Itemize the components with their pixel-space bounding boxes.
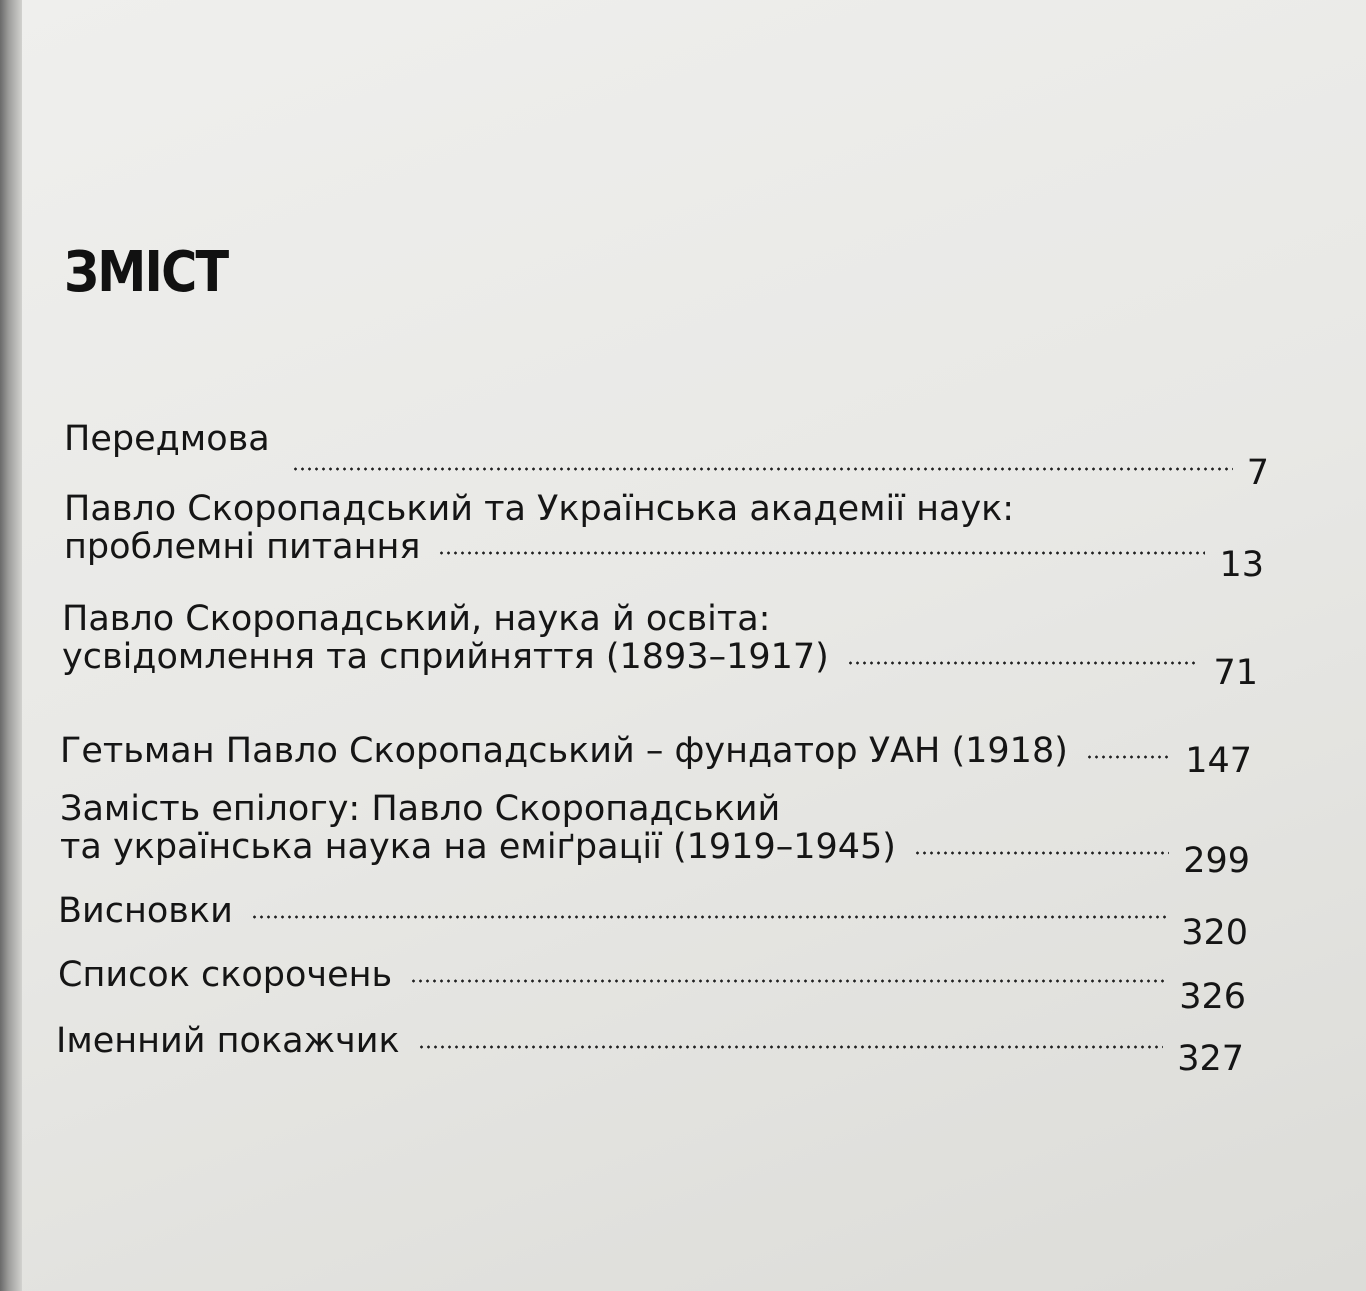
dot-leader <box>292 466 1233 472</box>
dot-leader <box>251 914 1167 920</box>
toc-entry-title-line: проблемні питання <box>64 527 421 567</box>
dot-leader <box>418 1044 1164 1050</box>
dot-leader <box>847 660 1200 666</box>
page-number: 326 <box>1179 977 1246 1017</box>
page-number: 320 <box>1181 913 1248 953</box>
dot-leader <box>438 550 1205 556</box>
toc-entry-title-line: усвідомлення та сприйняття (1893–1917) <box>62 637 829 677</box>
page-number: 327 <box>1177 1039 1244 1079</box>
page-number: 7 <box>1246 453 1269 493</box>
toc-entry-title-line: Замість епілогу: Павло Скоропадський <box>60 789 781 829</box>
dot-leader <box>914 850 1169 856</box>
toc-entry-title-line: Павло Скоропадський, наука й освіта: <box>62 599 771 639</box>
toc-entry-title-line: Висновки <box>58 891 233 931</box>
page-number: 299 <box>1183 841 1250 881</box>
page-number: 71 <box>1213 653 1258 693</box>
toc-entry-academy <box>64 489 1264 585</box>
toc-entry-title-line: Іменний покажчик <box>56 1021 400 1061</box>
toc-entry-title-line: та українська наука на еміґрації (1919–1945) <box>60 827 896 867</box>
toc-entry-conclusions <box>58 891 1248 953</box>
page-title: ЗМІСТ <box>64 240 228 305</box>
toc-entry-preface <box>64 419 1269 493</box>
toc-entry-title-line: Список скорочень <box>58 955 393 995</box>
toc-entry-name-index <box>56 1021 1244 1079</box>
page-number: 13 <box>1219 545 1264 585</box>
toc-entry-epilogue <box>60 789 1250 881</box>
dot-leader <box>410 978 1165 984</box>
toc-entry-title-line: Передмова <box>64 419 270 459</box>
toc-entry-title-line: Гетьман Павло Скоропадський – фундатор УАН (1918) <box>60 731 1068 771</box>
toc-entry-founder <box>60 731 1252 781</box>
toc-entry-title-line: Павло Скоропадський та Українська академії наук: <box>64 489 1015 529</box>
toc-entry-science-education <box>62 599 1258 693</box>
toc-entry-abbreviations <box>58 955 1246 1017</box>
page-number: 147 <box>1185 741 1252 781</box>
dot-leader <box>1086 754 1171 760</box>
